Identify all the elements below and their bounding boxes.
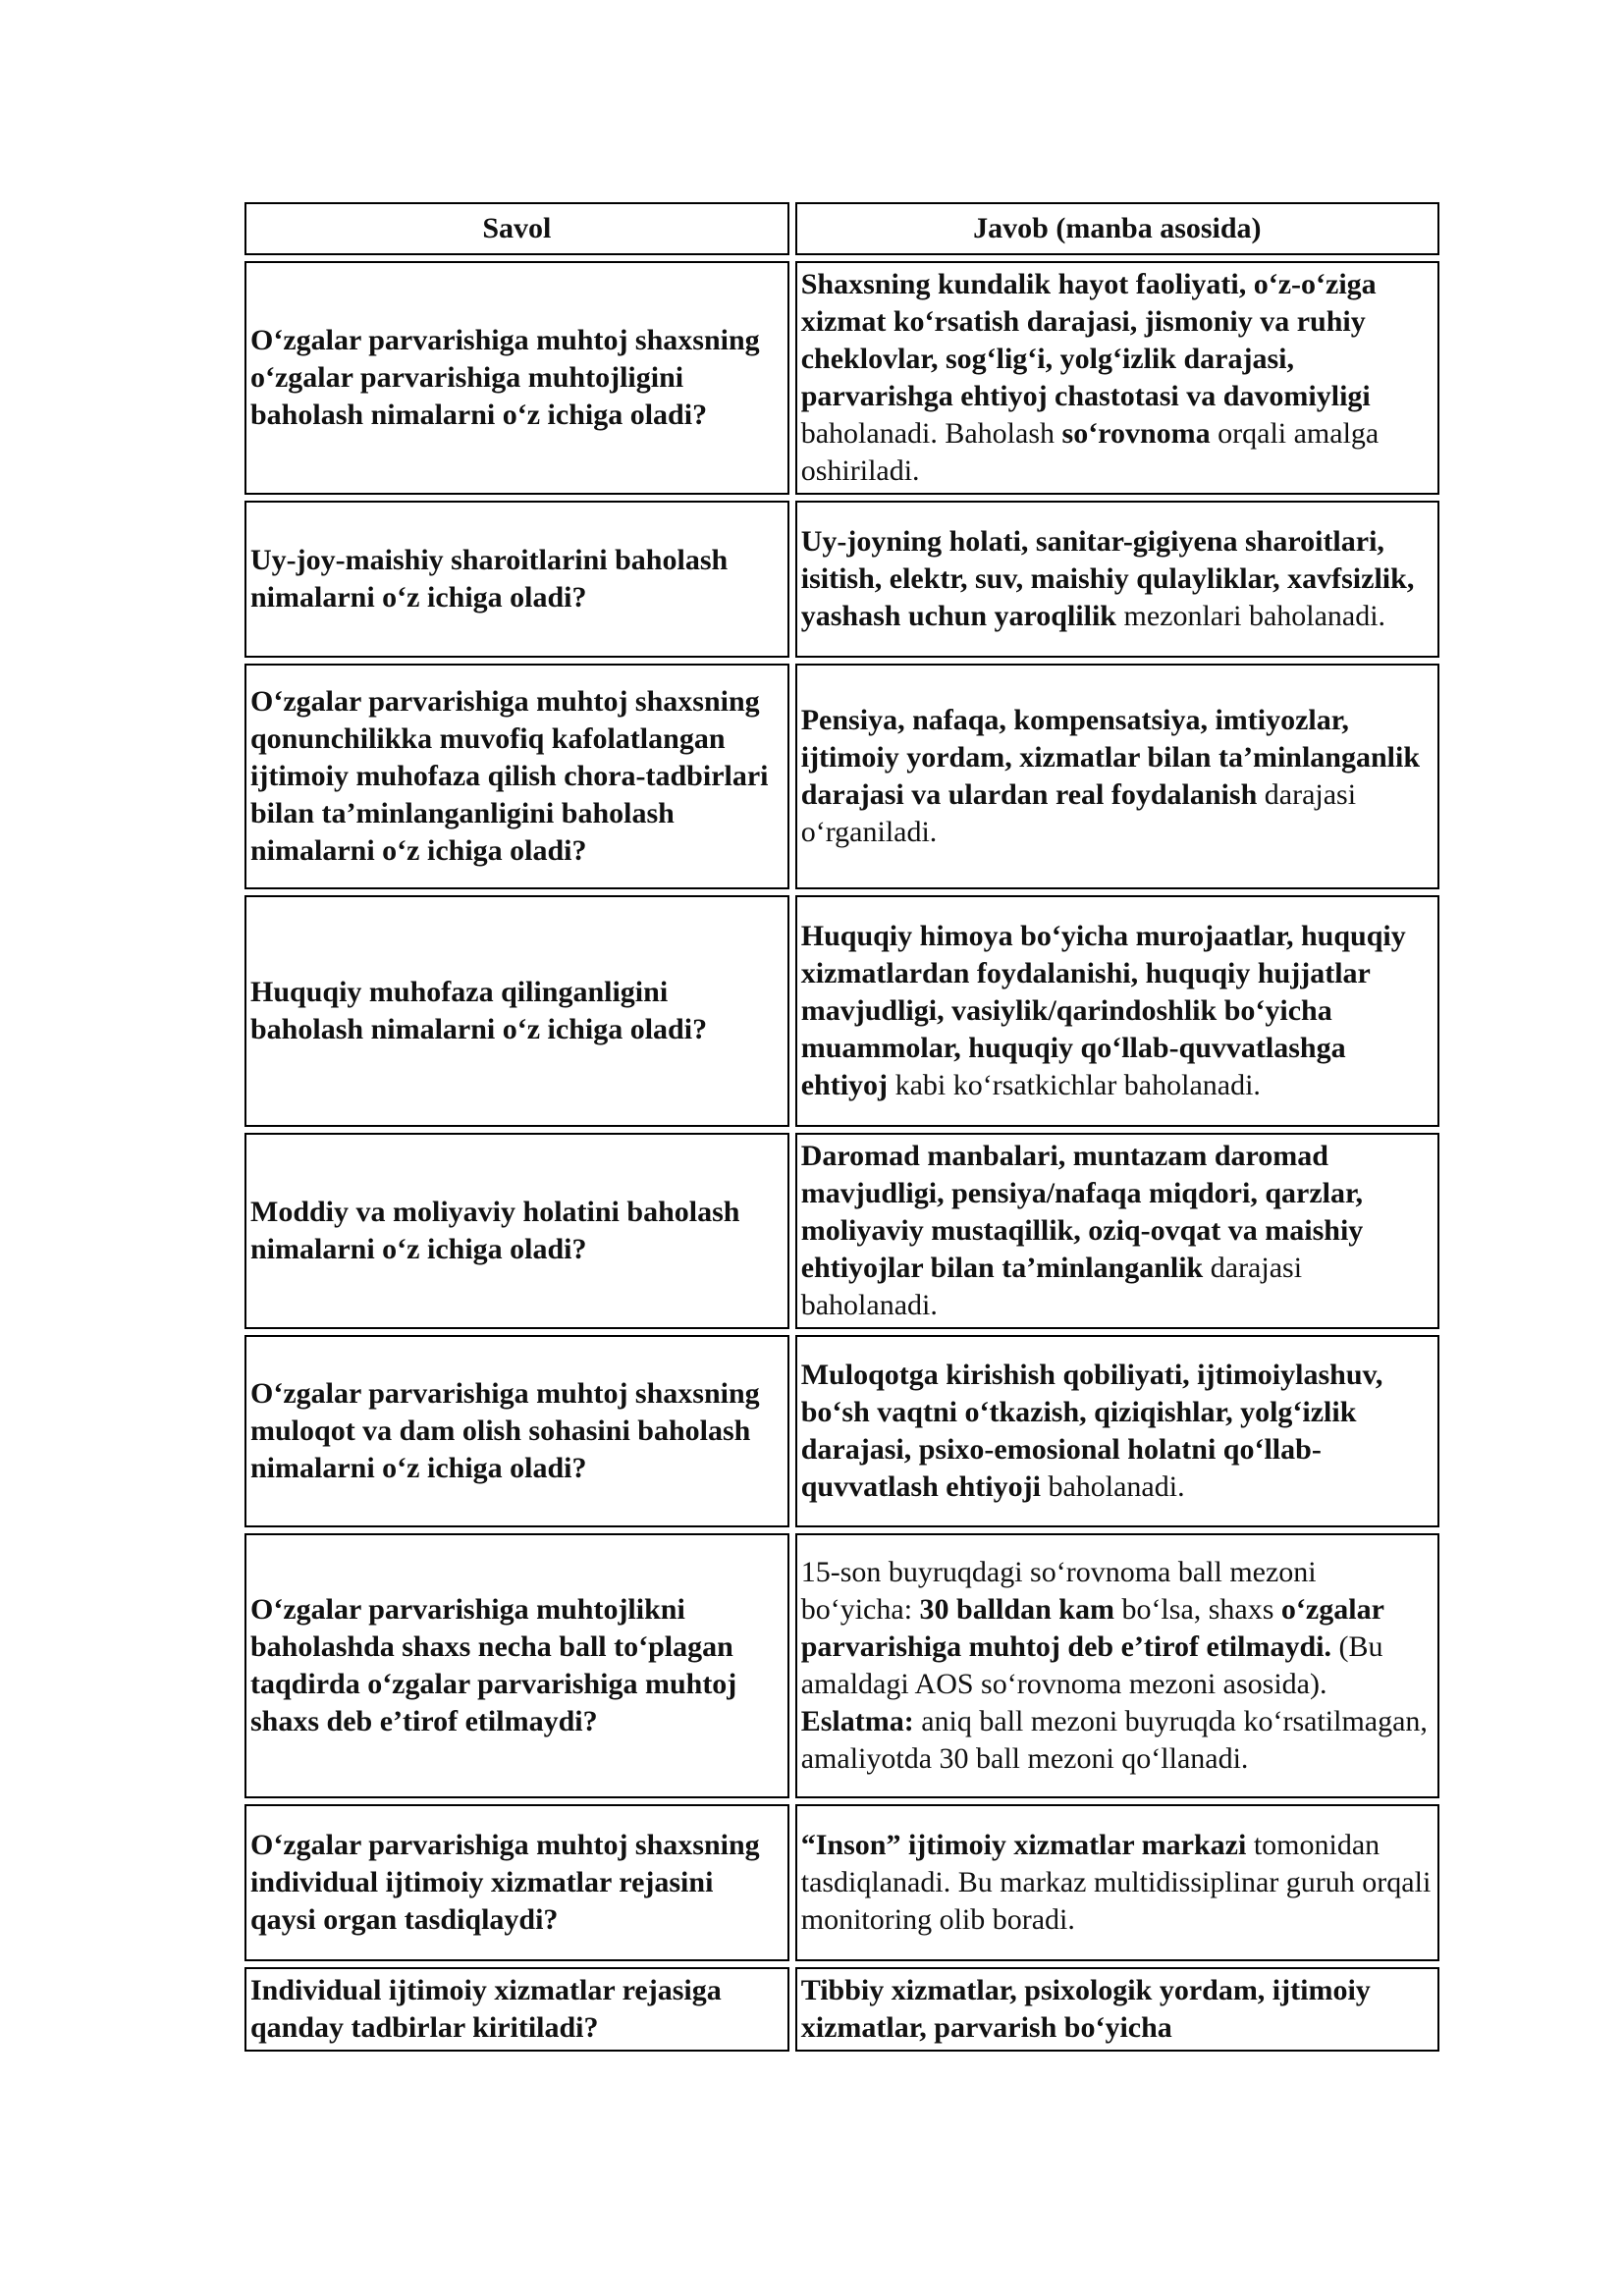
answer-emphasis: 30 balldan kam: [919, 1593, 1114, 1626]
question-cell: O‘zgalar parvarishiga muhtoj shaxsning individual ijtimoiy xizmatlar rejasini qaysi organ tasdiqlaydi?: [244, 1804, 789, 1961]
answer-emphasis: Uy-joyning holati, sanitar-gigiyena sharoitlari, isitish, elektr, suv, maishiy qulayliklar, xavfsizlik, yashash uchun yaroqlilik: [800, 525, 1415, 632]
table-header-row: [244, 202, 1439, 255]
question-cell: O‘zgalar parvarishiga muhtoj shaxsning o‘zgalar parvarishiga muhtojligini baholash nimalarni o‘z ichiga oladi?: [244, 261, 789, 495]
question-cell: O‘zgalar parvarishiga muhtoj shaxsning muloqot va dam olish sohasini baholash nimalarni o‘z ichiga oladi?: [244, 1335, 789, 1527]
answer-emphasis: Daromad manbalari, muntazam daromad mavjudligi, pensiya/nafaqa miqdori, qarzlar, moliyaviy mustaqillik, oziq-ovqat va maishiy ehtiyojlar bilan ta’minlanganlik: [800, 1140, 1364, 1284]
answer-text: kabi ko‘rsatkichlar baholanadi.: [888, 1069, 1261, 1101]
answer-emphasis: Tibbiy xizmatlar, psixologik yordam, ijtimoiy xizmatlar, parvarish bo‘yicha: [800, 1974, 1371, 2044]
answer-emphasis: Shaxsning kundalik hayot faoliyati, o‘z-o‘ziga xizmat ko‘rsatish darajasi, jismoniy va ruhiy cheklovlar, sog‘lig‘i, yolg‘izlik darajasi, parvarishga ehtiyoj chastotasi va davomiyligi: [800, 268, 1377, 412]
answer-text: bo‘lsa, shaxs: [1113, 1593, 1281, 1626]
answer-text: baholanadi. Baholash: [800, 417, 1062, 450]
answer-text: tomonidan tasdiqlanadi. Bu markaz multidissiplinar guruh orqali monitoring olib boradi.: [800, 1829, 1432, 1936]
answer-cell: [795, 1804, 1439, 1961]
answer-emphasis: o‘zgalar parvarishiga muhtoj deb e’tirof etilmaydi.: [800, 1593, 1384, 1663]
table-row: [244, 664, 1439, 889]
header-question: Savol: [244, 202, 789, 255]
answer-text: baholanadi.: [1040, 1470, 1185, 1503]
table-row: [244, 1967, 1439, 2052]
answer-cell: [795, 1533, 1439, 1798]
table-row: [244, 1804, 1439, 1961]
table-row: [244, 501, 1439, 658]
answer-text: (Bu amaldagi AOS so‘rovnoma mezoni asosida).: [800, 1630, 1383, 1700]
table-row: [244, 1133, 1439, 1329]
answer-cell: [795, 261, 1439, 495]
answer-text: aniq ball mezoni buyruqda ko‘rsatilmagan, amaliyotda 30 ball mezoni qo‘llanadi.: [800, 1705, 1428, 1775]
answer-emphasis: Muloqotga kirishish qobiliyati, ijtimoiylashuv, bo‘sh vaqtni o‘tkazish, qiziqishlar, yolg‘izlik darajasi, psixo-emosional holatni qo‘llab-quvvatlash ehtiyoji: [800, 1359, 1383, 1503]
answer-text: orqali amalga oshiriladi.: [800, 417, 1380, 487]
answer-cell: [795, 1335, 1439, 1527]
answer-emphasis: “Inson” ijtimoiy xizmatlar markazi: [800, 1829, 1247, 1861]
qa-table: [239, 196, 1445, 2057]
answer-emphasis: Pensiya, nafaqa, kompensatsiya, imtiyozlar, ijtimoiy yordam, xizmatlar bilan ta’minlanganlik darajasi va ulardan real foydalanish: [800, 704, 1421, 811]
answer-cell: [795, 664, 1439, 889]
question-cell: O‘zgalar parvarishiga muhtojlikni baholashda shaxs necha ball to‘plagan taqdirda o‘zgalar parvarishiga muhtoj shaxs deb e’tirof etilmaydi?: [244, 1533, 789, 1798]
table-row: [244, 1533, 1439, 1798]
answer-emphasis: so‘rovnoma: [1061, 417, 1211, 450]
answer-text: darajasi o‘rganiladi.: [800, 778, 1357, 848]
table-row: [244, 895, 1439, 1127]
answer-text: darajasi baholanadi.: [800, 1252, 1303, 1321]
answer-text: mezonlari baholanadi.: [1116, 600, 1386, 632]
header-answer: Javob (manba asosida): [795, 202, 1439, 255]
answer-cell: [795, 1967, 1439, 2052]
question-cell: Huquqiy muhofaza qilinganligini baholash nimalarni o‘z ichiga oladi?: [244, 895, 789, 1127]
answer-emphasis: Huquqiy himoya bo‘yicha murojaatlar, huquqiy xizmatlardan foydalanishi, huquqiy hujjatlar mavjudligi, vasiylik/qarindoshlik bo‘yicha muammolar, huquqiy qo‘llab-quvvatlashga ehtiyoj: [800, 920, 1406, 1101]
table-row: [244, 1335, 1439, 1527]
question-cell: O‘zgalar parvarishiga muhtoj shaxsning qonunchilikka muvofiq kafolatlangan ijtimoiy muhofaza qilish chora-tadbirlari bilan ta’minlanganligini baholash nimalarni o‘z ichiga oladi?: [244, 664, 789, 889]
question-cell: Uy-joy-maishiy sharoitlarini baholash nimalarni o‘z ichiga oladi?: [244, 501, 789, 658]
answer-cell: [795, 501, 1439, 658]
table-row: [244, 261, 1439, 495]
answer-emphasis: Eslatma:: [800, 1705, 914, 1737]
question-cell: Moddiy va moliyaviy holatini baholash nimalarni o‘z ichiga oladi?: [244, 1133, 789, 1329]
table-body: [244, 261, 1439, 2052]
answer-cell: [795, 1133, 1439, 1329]
answer-cell: [795, 895, 1439, 1127]
question-cell: Individual ijtimoiy xizmatlar rejasiga qanday tadbirlar kiritiladi?: [244, 1967, 789, 2052]
answer-text: 15-son buyruqdagi so‘rovnoma ball mezoni bo‘yicha:: [800, 1556, 1317, 1626]
